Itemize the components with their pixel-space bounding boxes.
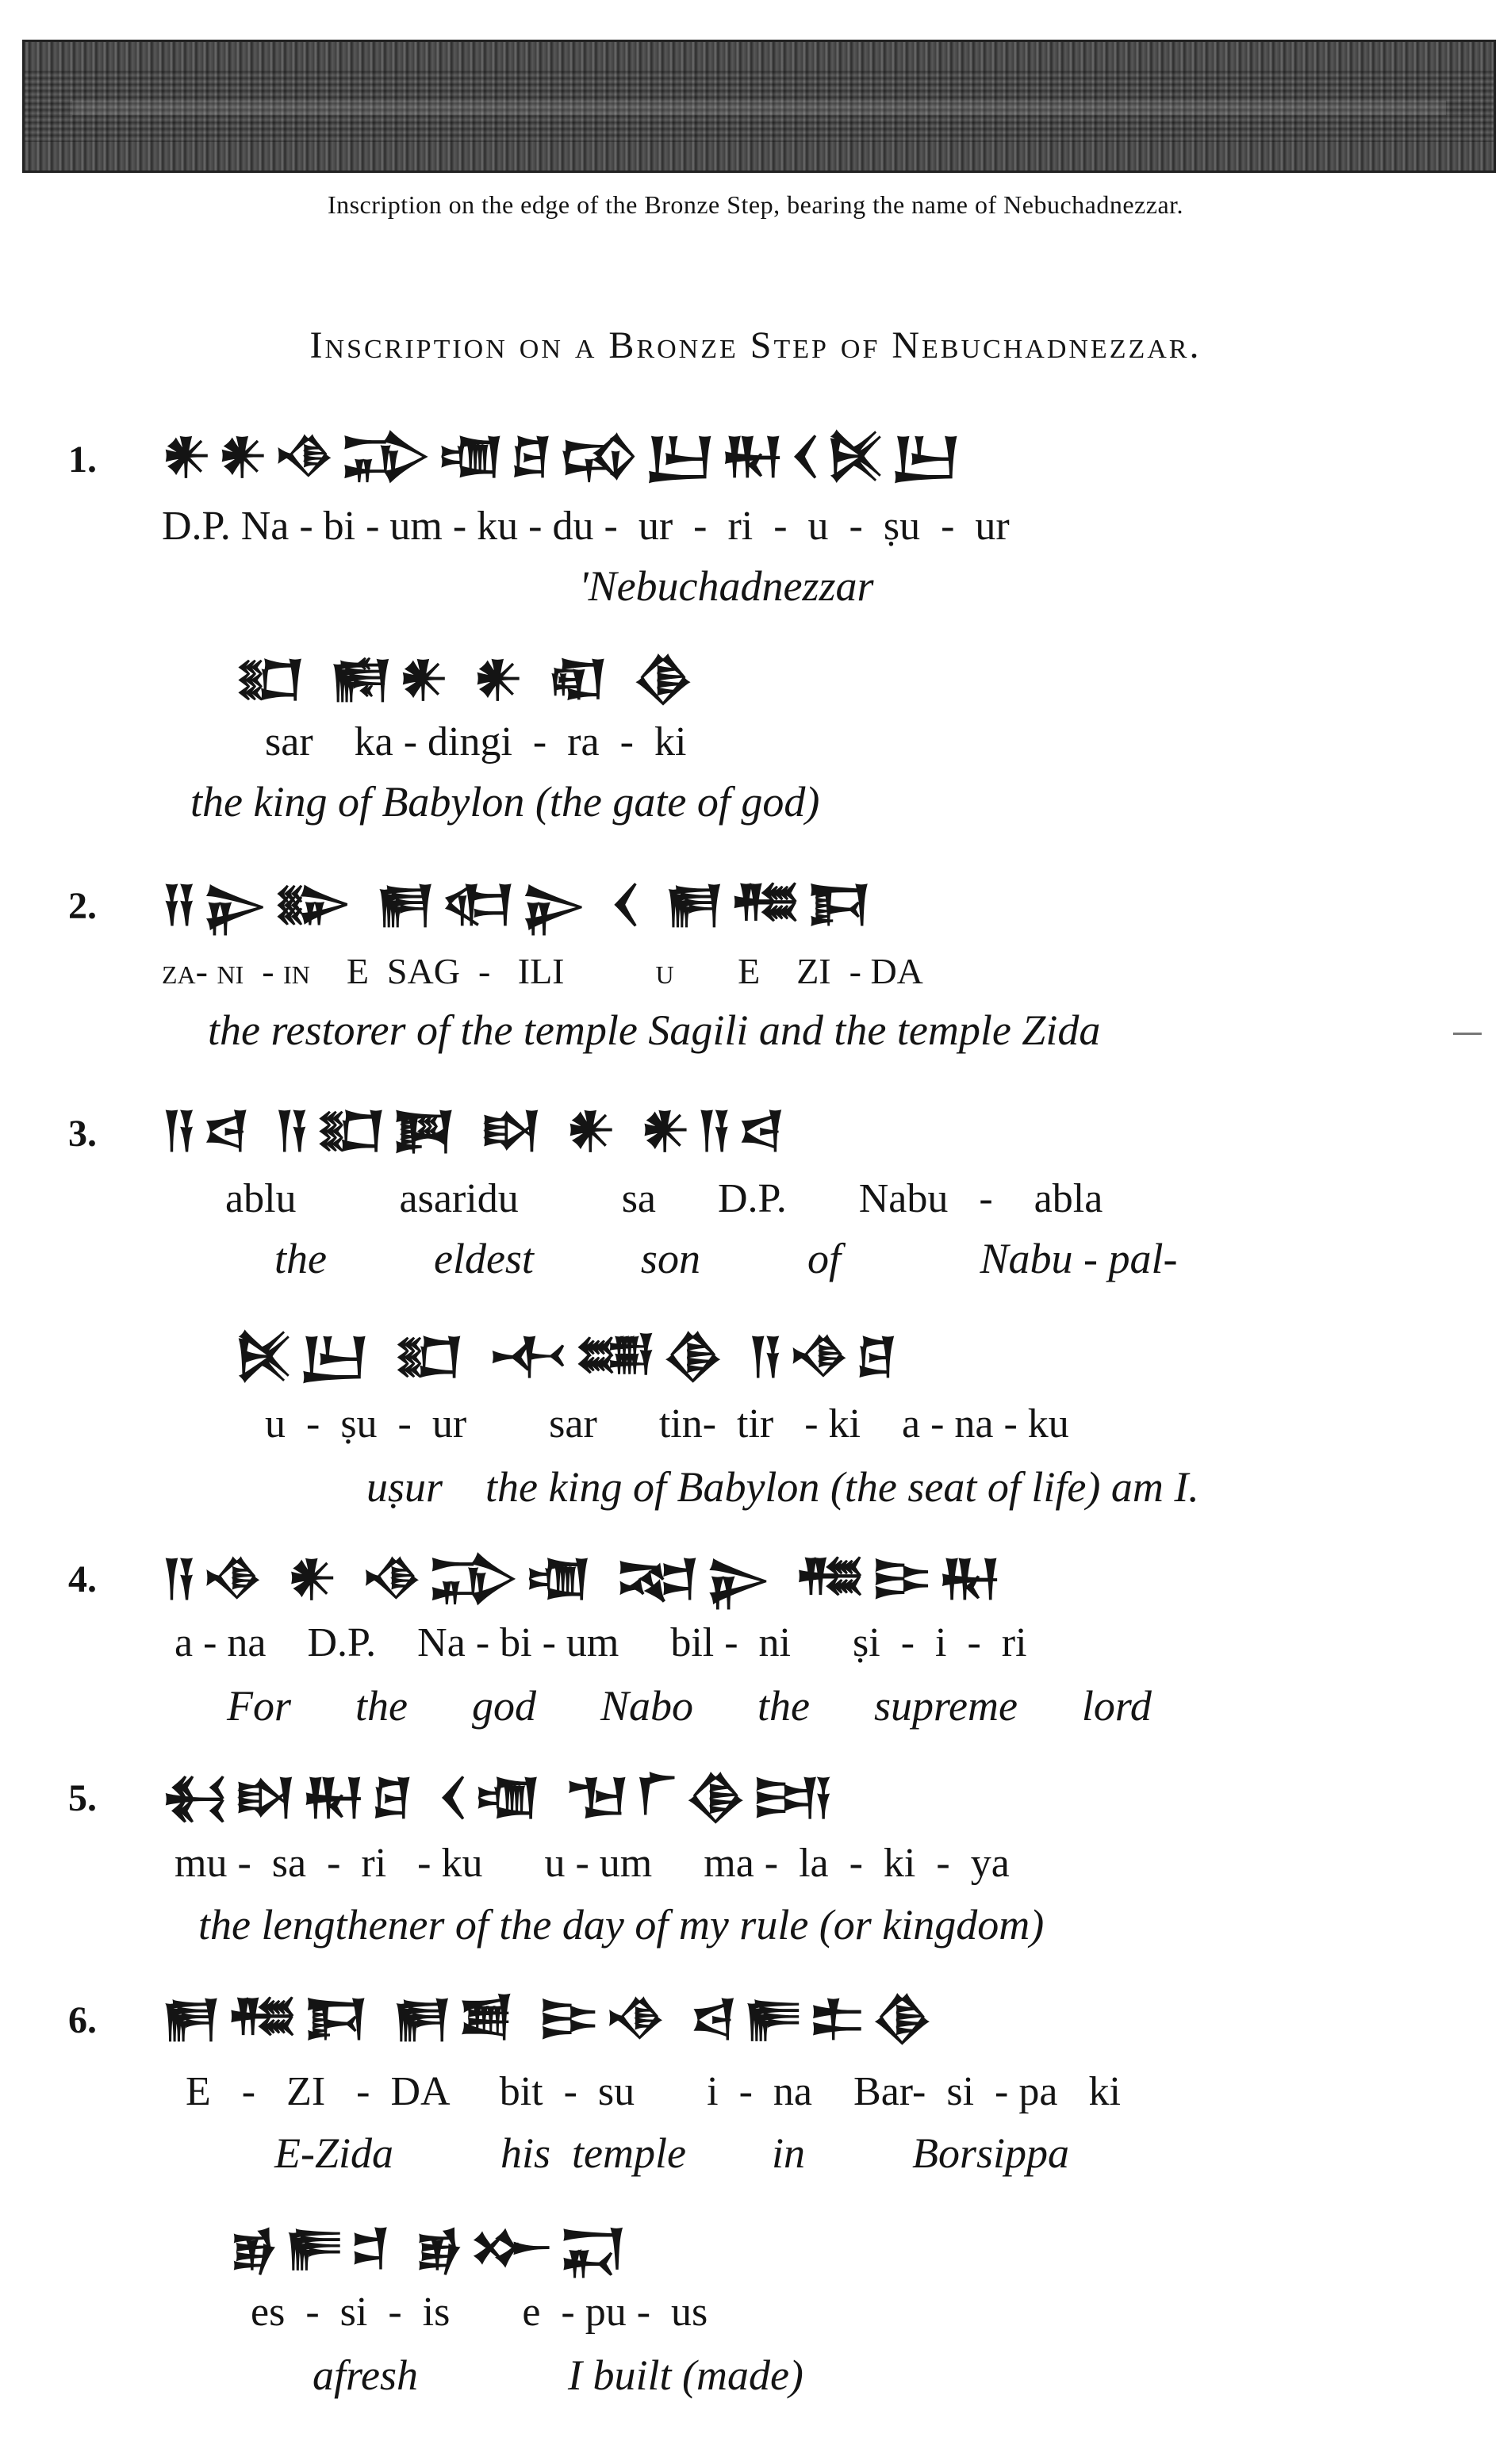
- cuneiform-line-2: 𒍝𒉌𒅔 𒂍𒊕𒉌 𒌋 𒂍𒍣𒁕: [162, 878, 878, 930]
- edge-highlight: [72, 101, 1446, 115]
- cuneiform-line-3b: 𒍮𒌨 𒊬 𒋾𒌁𒆠 𒀀𒈾𒆪: [235, 1330, 904, 1382]
- translation-line-6a: E-Zida his temple in Borsippa: [274, 2129, 1069, 2177]
- line-number-1: 1.: [68, 439, 97, 481]
- line-number-4: 4.: [68, 1558, 97, 1600]
- translation-line-3a: the eldest son of Nabu - pal-: [274, 1235, 1178, 1282]
- page-title: Inscription on a Bronze Step of Nebuchadnezzar.: [309, 324, 1202, 366]
- translation-line-4: For the god Nabo the supreme lord: [227, 1682, 1152, 1730]
- translation-line-1b: the king of Babylon (the gate of god): [190, 778, 820, 826]
- cuneiform-line-5: 𒈬𒊭𒊑𒆪 𒌋𒌝 𒈠𒇲𒆠𒅀: [162, 1771, 840, 1823]
- photo-caption: Inscription on the edge of the Bronze Step, bearing the name of Nebuchadnezzar.: [327, 190, 1184, 219]
- cuneiform-line-4: 𒀀𒈾 𒀭 𒈾𒁉𒌝 𒉈𒉌 𒍣𒄿𒊑: [162, 1552, 1008, 1604]
- transliteration-line-4: a - na D.P. Na - bi - um bil - ni ṣi - i - ri: [174, 1620, 1027, 1665]
- translation-line-3b: uṣur the king of Babylon (the seat of life) am I.: [366, 1463, 1199, 1511]
- transliteration-line-3a: ablu asaridu sa D.P. Nabu - abla: [225, 1176, 1103, 1221]
- cuneiform-line-1b: 𒊬 𒆍𒀭 𒀭 𒊏 𒆠: [235, 653, 700, 705]
- translation-line-2: the restorer of the temple Sagili and the temple Zida: [208, 1006, 1101, 1054]
- translation-line-6b: afresh I built (made): [313, 2351, 803, 2399]
- transliteration-line-6b: es - si - is e - pu - us: [251, 2290, 708, 2335]
- cuneiform-line-6b: 𒂊𒊓𒄑 𒂊𒁍𒍑: [230, 2221, 633, 2274]
- transliteration-line-1b: sar ka - dingi - ra - ki: [265, 719, 687, 764]
- margin-mark: [1453, 1033, 1482, 1035]
- cuneiform-line-1a: 𒀭𒀭𒈾𒁉𒌝𒆪𒄘𒌨𒊑𒌋𒍮𒌨: [162, 430, 968, 482]
- translation-line-1a: 'Nebuchadnezzar: [579, 562, 874, 610]
- transliteration-line-1a: D.P. Na - bi - um - ku - du - ur - ri - u - ṣu - ur: [162, 504, 1010, 549]
- line-number-5: 5.: [68, 1777, 97, 1819]
- transliteration-line-6a: E - ZI - DA bit - su i - na Bar- si - pa ki: [186, 2069, 1121, 2114]
- translation-line-5: the lengthener of the day of my rule (or kingdom): [198, 1901, 1045, 1949]
- cuneiform-line-3a: 𒀀𒁀 𒀀𒊬𒀉 𒊭 𒀭 𒀭𒀀𒁀: [162, 1104, 792, 1156]
- cuneiform-line-6a: 𒂍𒍣𒁕 𒂍𒋢 𒄿𒈾 𒁀𒊓𒉺𒆠: [162, 1992, 940, 2044]
- line-number-6: 6.: [68, 1999, 97, 2041]
- transliteration-line-5: mu - sa - ri - ku u - um ma - la - ki - ya: [174, 1841, 1010, 1886]
- transliteration-line-3b: u - ṣu - ur sar tin- tir - ki a - na - ku: [265, 1401, 1069, 1447]
- line-number-3: 3.: [68, 1113, 97, 1155]
- bronze-step-photo: [22, 40, 1496, 173]
- transliteration-line-2: za- ni - in E SAG - ILI u E ZI - DA: [162, 951, 923, 991]
- line-number-2: 2.: [68, 885, 97, 927]
